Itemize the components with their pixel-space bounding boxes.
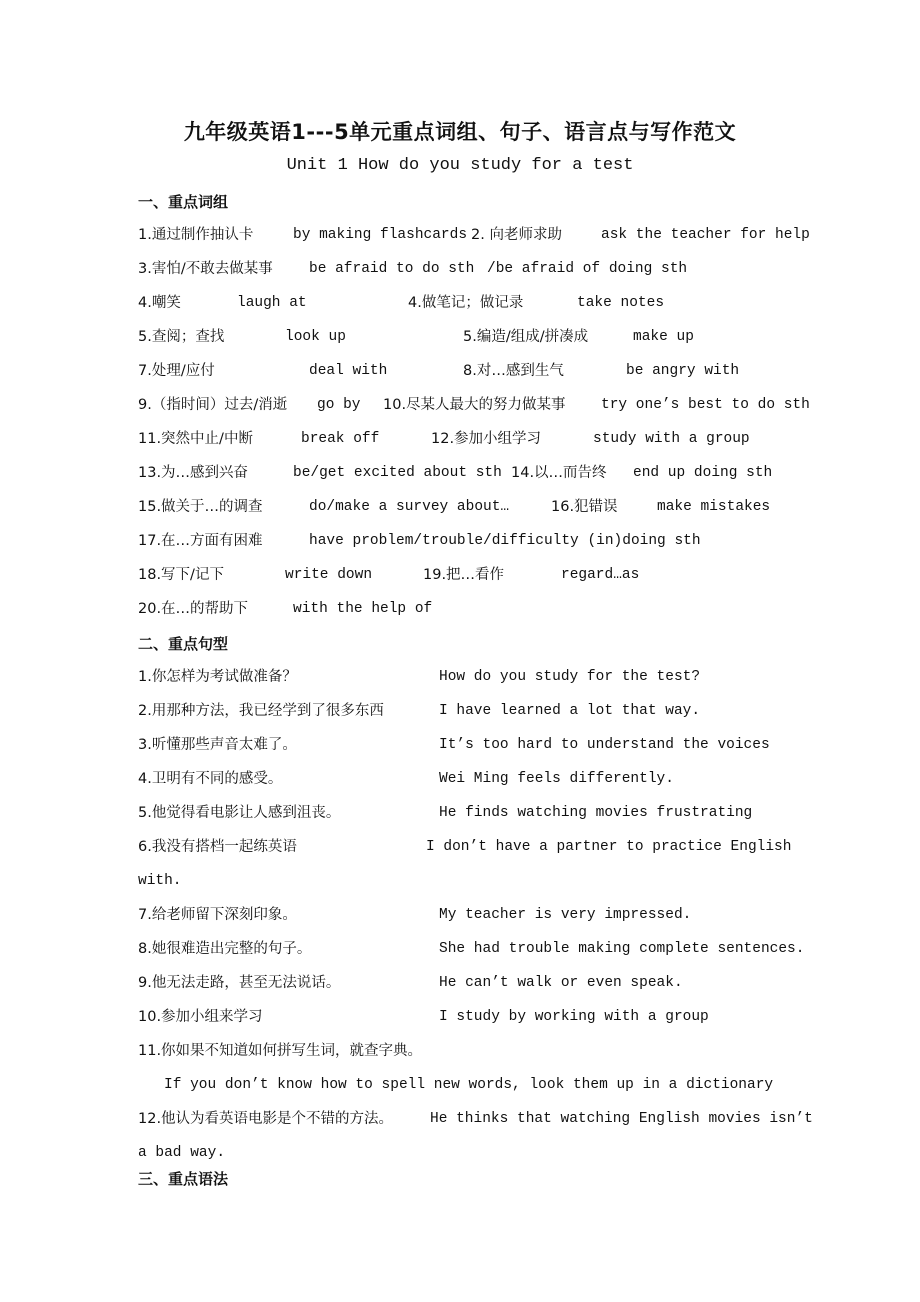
phrase-en: make mistakes [657, 499, 771, 515]
phrase-en: by making flashcards [293, 227, 468, 243]
phrase-en: write down [285, 567, 373, 583]
sentence-en: He can’t walk or even speak. [439, 975, 683, 991]
section-heading-grammar: 三、重点语法 [138, 1170, 229, 1188]
phrase-cn: 3.害怕/不敢去做某事 [138, 261, 273, 277]
sentence-en: My teacher is very impressed. [439, 907, 692, 923]
phrase-en: ask the teacher for help [601, 227, 810, 243]
sentence-en: I study by working with a group [439, 1009, 709, 1025]
sentence-cn: 11.你如果不知道如何拼写生词，就查字典。 [138, 1043, 423, 1059]
phrase-en: laugh at [237, 295, 307, 311]
sentence-en: Wei Ming feels differently. [439, 771, 674, 787]
phrase-en: study with a group [593, 431, 750, 447]
phrase-en: try one’s best to do sth [601, 397, 810, 413]
sentence-en-cont: with. [138, 873, 182, 889]
page-title: 九年级英语1---5单元重点词组、句子、语言点与写作范文 [183, 120, 737, 144]
phrase-cn: 8.对…感到生气 [463, 363, 564, 379]
section-heading-phrases: 一、重点词组 [138, 193, 229, 211]
phrase-en: do/make a survey about… [309, 499, 510, 515]
sentence-cn: 9.他无法走路，甚至无法说话。 [138, 975, 341, 991]
phrase-cn: 4.做笔记；做记录 [408, 295, 524, 311]
sentence-cn: 10.参加小组来学习 [138, 1009, 263, 1025]
phrase-cn: 14.以…而告终 [511, 465, 607, 481]
sentence-cn: 8.她很难造出完整的句子。 [138, 941, 312, 957]
unit-subtitle: Unit 1 How do you study for a test [286, 156, 634, 175]
phrase-en: be/get excited about sth [293, 465, 502, 481]
sentence-en: She had trouble making complete sentences. [439, 941, 805, 957]
phrase-en: with the help of [293, 601, 433, 617]
phrase-en: make up [633, 329, 694, 345]
sentence-en: How do you study for the test? [439, 669, 701, 685]
phrase-en: look up [285, 329, 346, 345]
phrase-en: end up doing sth [633, 465, 773, 481]
sentence-cn: 3.听懂那些声音太难了。 [138, 737, 297, 753]
sentence-cn: 12.他认为看英语电影是个不错的方法。 [138, 1111, 394, 1127]
phrase-en: regard…as [561, 567, 640, 583]
phrase-cn: 1.通过制作抽认卡 [138, 227, 254, 243]
sentence-cn: 1.你怎样为考试做准备？ [138, 669, 297, 685]
sentence-en: I have learned a lot that way. [439, 703, 701, 719]
phrase-cn: 10.尽某人最大的努力做某事 [383, 397, 566, 413]
phrase-en: deal with [309, 363, 388, 379]
phrase-cn: 17.在…方面有困难 [138, 533, 263, 549]
phrase-cn: 5.查阅；查找 [138, 329, 225, 345]
phrase-cn: 5.编造/组成/拼凑成 [463, 329, 589, 345]
sentence-cn: 2.用那种方法，我已经学到了很多东西 [138, 703, 384, 719]
phrase-cn: 16.犯错误 [551, 499, 618, 515]
phrase-en: be afraid to do sth [309, 261, 475, 277]
sentence-en: I don’t have a partner to practice English [426, 839, 792, 855]
phrase-en: go by [317, 397, 361, 413]
phrase-cn: 7.处理/应付 [138, 363, 215, 379]
sentence-en: It’s too hard to understand the voices [439, 737, 770, 753]
sentence-cn: 6.我没有搭档一起练英语 [138, 839, 297, 855]
sentence-en: He finds watching movies frustrating [439, 805, 753, 821]
phrase-cn: 11.突然中止/中断 [138, 431, 253, 447]
sentence-en-12-cont: a bad way. [138, 1145, 226, 1161]
phrase-cn: 4.嘲笑 [138, 295, 181, 311]
sentence-cn: 5.他觉得看电影让人感到沮丧。 [138, 805, 341, 821]
phrase-en: /be afraid of doing sth [487, 261, 688, 277]
section-heading-sentences: 二、重点句型 [138, 635, 229, 653]
phrase-cn: 15.做关于…的调查 [138, 499, 263, 515]
phrase-en: break off [301, 431, 380, 447]
phrase-cn: 2. 向老师求助 [471, 227, 562, 243]
phrase-en: have problem/trouble/difficulty (in)doing sth [309, 533, 701, 549]
sentence-cn: 7.给老师留下深刻印象。 [138, 907, 297, 923]
phrase-cn: 13.为…感到兴奋 [138, 465, 249, 481]
sentence-en: He thinks that watching English movies isn’t [430, 1111, 813, 1127]
phrase-en: take notes [577, 295, 665, 311]
phrase-cn: 20.在…的帮助下 [138, 601, 249, 617]
phrase-en: be angry with [626, 363, 740, 379]
phrase-cn: 19.把…看作 [423, 567, 505, 583]
sentence-cn: 4.卫明有不同的感受。 [138, 771, 283, 787]
phrase-cn: 9.（指时间）过去/消逝 [138, 397, 288, 413]
phrase-cn: 18.写下/记下 [138, 567, 224, 583]
phrase-cn: 12.参加小组学习 [431, 431, 542, 447]
sentence-en-11: If you don’t know how to spell new words, look them up in a dictionary [164, 1077, 774, 1093]
